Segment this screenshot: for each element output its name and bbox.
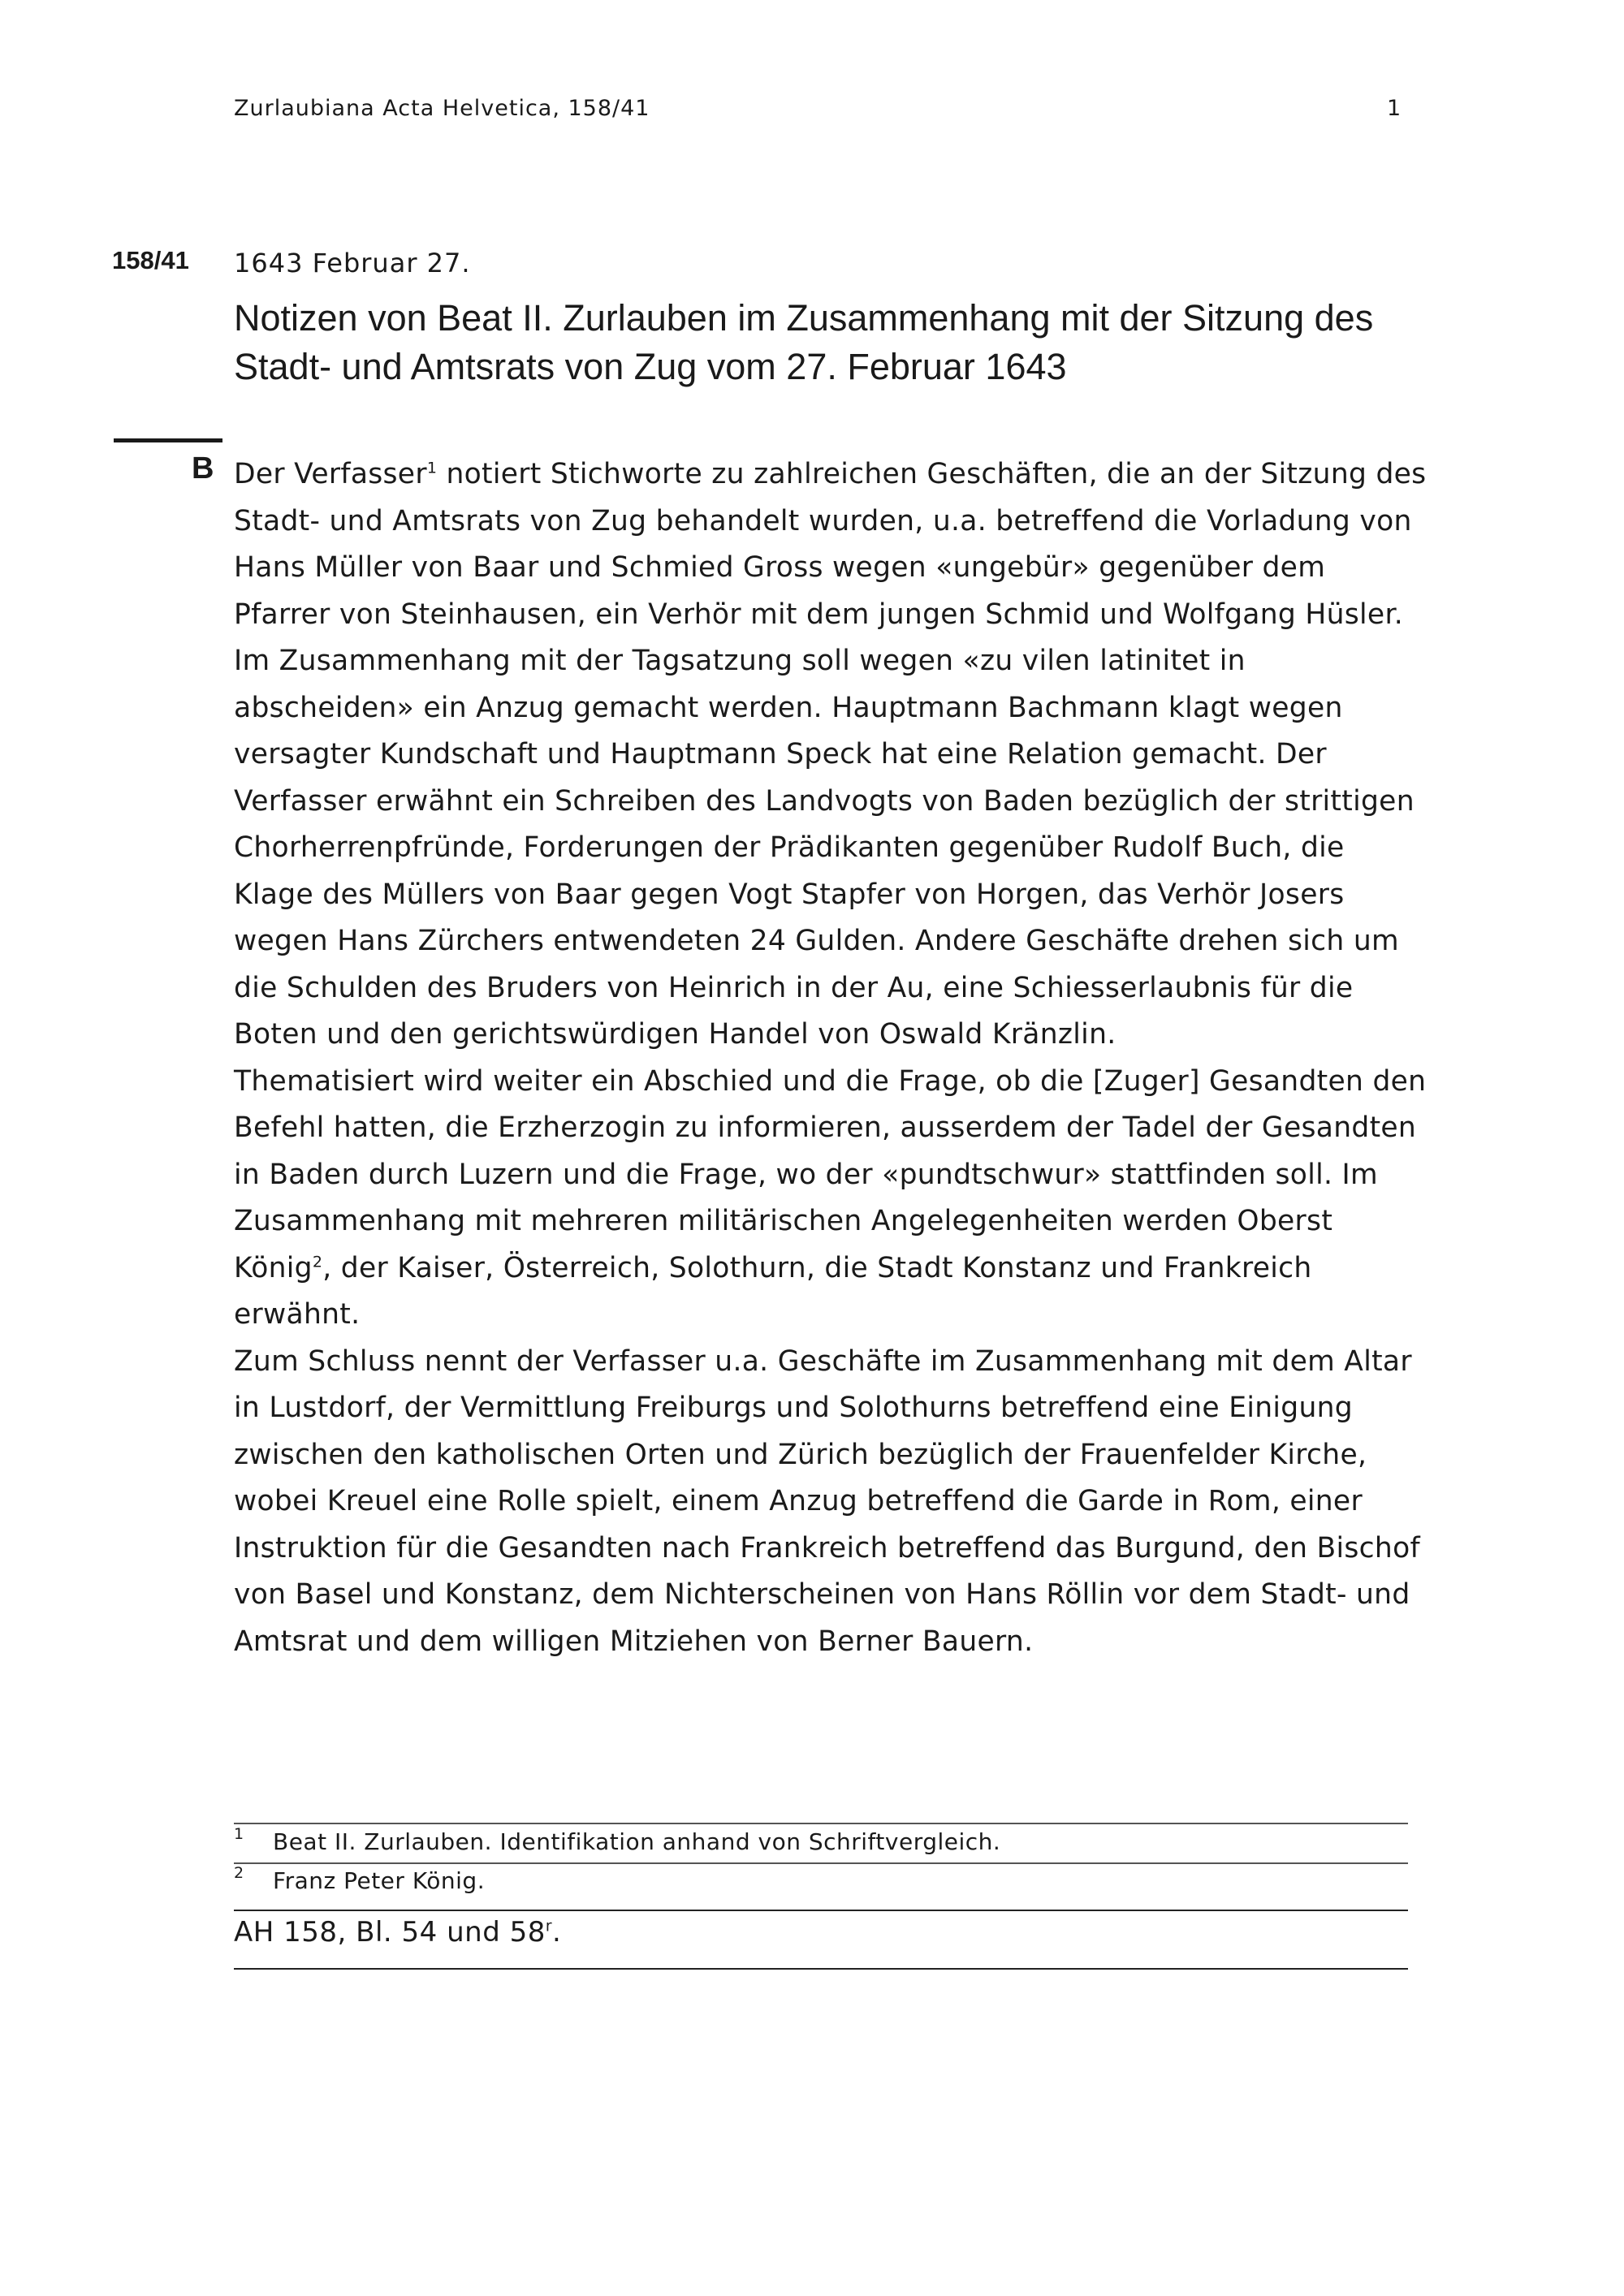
source-text: AH 158, Bl. 54 und 58 [234,1916,546,1949]
source-superscript: r [545,1918,553,1936]
footnote-rule-mid [234,1862,1408,1864]
footnote-1-text: Beat II. Zurlauben. Identifikation anhand von Schriftvergleich. [273,1828,1001,1855]
running-head: Zurlaubiana Acta Helvetica, 158/41 [234,96,650,121]
document-date: 1643 Februar 27. [234,248,471,278]
document-number-rest: /41 [153,246,189,274]
section-rule [114,438,222,442]
footnote-1-mark: 1 [234,1825,244,1843]
document-title: Notizen von Beat II. Zurlauben im Zusammenhang mit der Sitzung des Stadt- und Amtsrats von Zug vom 27. Februar 1643 [234,297,1374,387]
footnote-ref-1[interactable]: 1 [426,459,438,477]
section-mark: B [192,451,214,486]
footnote-ref-2[interactable]: 2 [312,1253,323,1271]
footnote-2-text: Franz Peter König. [273,1867,486,1894]
p2-text-b: , der Kaiser, Österreich, Solothurn, die Stadt Konstanz und Frankreich erwähnt. [234,1251,1312,1331]
paragraph-1 [234,451,1427,1059]
source-rule-bottom [234,1968,1408,1970]
document-number-bold: 158 [112,246,154,274]
document-number [112,246,189,275]
regest-body [234,451,1427,1665]
footnote-2-mark: 2 [234,1864,244,1882]
p2-text-a: Thematisiert wird weiter ein Abschied und die Frage, ob die [Zuger] Gesandten den Befehl hatten, die Erzherzogin zu informieren, ausserdem der Tadel der Gesandten in Baden durch Luzern und die Frage, wo der «pundtschwur» stattfinden soll. Im Zusammenhang mit mehreren militärischen Angelegenheiten werden Oberst König [234,1064,1427,1284]
paragraph-2 [234,1059,1427,1339]
paragraph-3: Zum Schluss nennt der Verfasser u.a. Geschäfte im Zusammenhang mit dem Altar in Lustdorf, der Vermittlung Freiburgs und Solothurns betreffend eine Einigung zwischen den katholischen Orten und Zürich bezüglich der Frauenfelder Kirche, wobei Kreuel eine Rolle spielt, einem Anzug betreffend die Garde in Rom, einer Instruktion für die Gesandten nach Frankreich betreffend das Burgund, den Bischof von Basel und Konstanz, dem Nichterscheinen von Hans Röllin vor dem Stadt- und Amtsrat und dem willigen Mitziehen von Berner Bauern. [234,1344,1420,1658]
p1-text-b: notiert Stichworte zu zahlreichen Geschäften, die an der Sitzung des Stadt- und Amtsrats von Zug behandelt wurden, u.a. betreffend die Vorladung von Hans Müller von Baar und Schmied Gross wegen «ungebür» gegenüber dem Pfarrer von Steinhausen, ein Verhör mit dem jungen Schmid und Wolfgang Hüsler. Im Zusammenhang mit der Tagsatzung soll wegen «zu vilen latinitet in abscheiden» ein Anzug gemacht werden. Hauptmann Bachmann klagt wegen versagter Kundschaft und Hauptmann Speck hat eine Relation gemacht. Der Verfasser erwähnt ein Schreiben des Landvogts von Baden bezüglich der strittigen Chorherrenpfründe, Forderungen der Prädikanten gegenüber Rudolf Buch, die Klage des Müllers von Baar gegen Vogt Stapfer von Horgen, das Verhör Josers wegen Hans Zürchers entwendeten 24 Gulden. Andere Geschäfte drehen sich um die Schulden des Bruders von Heinrich in der Au, eine Schiesserlaubnis für die Boten und den gerichtswürdigen Handel von Oswald Kränzlin. [234,458,1427,1051]
page-number: 1 [1387,96,1402,121]
footnote-rule-top [234,1823,1408,1824]
source-reference [234,1916,561,1949]
source-rule-top [234,1910,1408,1911]
source-suffix: . [552,1916,562,1949]
p1-text-a: Der Verfasser [234,458,427,490]
